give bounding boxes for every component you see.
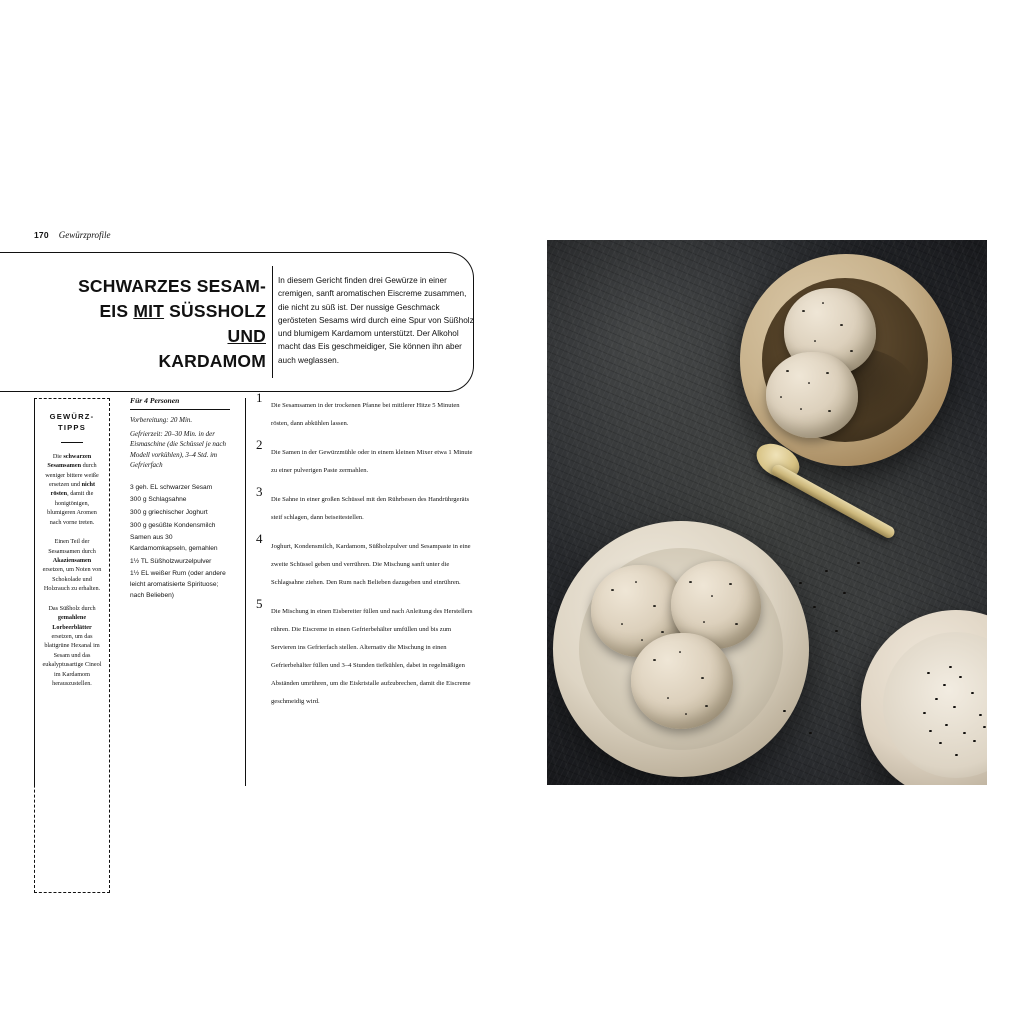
title-divider [272,266,273,378]
ingredients-rule-top [130,409,230,410]
freeze-time: Gefrierzeit: 20–30 Min. in der Eismaschine (die Schüssel je nach Modell vorkühlen), 3–4 Std. im Gefrierfach [130,429,227,469]
step-item [256,437,478,477]
recipe-title [66,274,266,373]
ingredients-list [130,483,230,602]
ice-cream-scoop [631,633,733,729]
step-text: Die Mischung in einen Eisbereiter füllen und nach Anleitung des Herstellers rühren. Die Eiscreme in einen Gefrierbehälter umfüllen und bis zum Servieren ins Gefrierfach stellen. Alternativ die Mischung in einen Gefrierbehälter füllen und 3–4 Stunden tiefkühlen, dabei in regelmäßigen Abständen umrühren, um die Eiskristalle aufzubrechen, damit die Eiscreme geschmeidig wird. [271,608,473,705]
wooden-bowl [740,254,952,466]
step-item [256,596,478,708]
column-rule-middle [245,398,246,786]
left-page [0,230,512,790]
step-number: 3 [256,484,263,499]
spice-tip-2: Einen Teil der Sesamsamen durch Akaziensamen ersetzen, um Noten von Schokolade und Holzrauch zu erhalten. [42,538,102,593]
spice-tips-box [34,398,110,893]
spice-tips-title [42,411,102,434]
step-text: Die Sahne in einer großen Schüssel mit den Rührbesen des Handrührgeräts steif schlagen, dann beiseitestellen. [271,496,470,521]
section-label: Gewürzprofile [58,230,111,240]
ingredient-item: 3 geh. EL schwarzer Sesam [130,483,213,491]
step-number: 2 [256,437,263,452]
step-text: Die Samen in der Gewürzmühle oder in einem kleinen Mixer etwa 1 Minute zu einer pulverigen Paste zermahlen. [271,449,473,474]
sesame-seed-bowl-interior [883,632,987,778]
ingredient-item: 300 g gesüßte Kondensmilch [130,521,216,529]
step-item [256,390,478,430]
folio [34,230,110,240]
spice-tips-divider [61,442,83,443]
recipe-title-line-3: KARDAMOM [158,350,266,371]
ingredient-item: Samen aus 30 Kardamomkapseln, gemahlen [130,534,218,552]
step-text: Die Sesamsamen in der trockenen Pfanne bei mittlerer Hitze 5 Minuten rösten, dann abkühlen lassen. [271,402,460,427]
prep-time: Vorbereitung: 20 Min. [130,416,193,424]
step-number: 4 [256,531,263,546]
spice-tips-title-line-2: TIPPS [58,423,86,433]
step-number: 5 [256,596,263,611]
steps-column [256,390,478,719]
speckled-bowl [553,521,809,777]
spice-tip-1: Die schwarzen Sesamsamen durch weniger bittere weiße ersetzen und nicht rösten, damit die honigtönigen, blumigeren Aromen nach vorne treten. [45,452,99,526]
ingredients-column [130,396,230,603]
ingredient-item: 1½ EL weißer Rum (oder andere leicht aromatisierte Spirituose; nach Belieben) [130,570,226,599]
recipe-intro: In diesem Gericht finden drei Gewürze in einer cremigen, sanft aromatischen Eiscreme zusammen, die nicht zu süß ist. Der nussige Geschmack gerösteten Sesams wird durch eine Spur von Süßholz und blumigem Kardamom unterstützt. Der Alkohol macht das Eis geschmeidiger, Sie können ihn aber auch weglassen. [278,276,474,365]
step-text: Joghurt, Kondensmilch, Kardamom, Süßholzpulver und Sesampaste in eine zweite Schüssel geben und verrühren. Die Mischung sanft unter die Schlagsahne ziehen. Den Rum nach Belieben dazugeben und einrühren. [271,543,471,586]
recipe-title-line-1: SCHWARZES SESAM- [78,276,266,296]
step-number: 1 [256,390,263,405]
recipe-photo [547,240,987,785]
step-item [256,531,478,589]
page-number: 170 [34,230,49,240]
serves-label: Für 4 Personen [130,396,180,405]
ingredient-item: 300 g Schlagsahne [130,496,187,504]
ingredient-item: 1½ TL Süßholzwurzelpulver [130,557,212,565]
recipe-title-line-2: EIS MIT SÜSSHOLZ UND [99,300,266,346]
spice-tips-title-line-1: GEWÜRZ- [49,412,95,421]
step-item [256,484,478,524]
ingredient-item: 300 g griechischer Joghurt [130,508,208,516]
ice-cream-scoop [766,352,858,438]
spice-tip-3: Das Süßholz durch gemahlene Lorbeerblätter ersetzen, um das blattgrüne Hexanal im Sesam und das eukalyptusartige Cineol im Kardamom herauszustellen. [42,604,102,688]
